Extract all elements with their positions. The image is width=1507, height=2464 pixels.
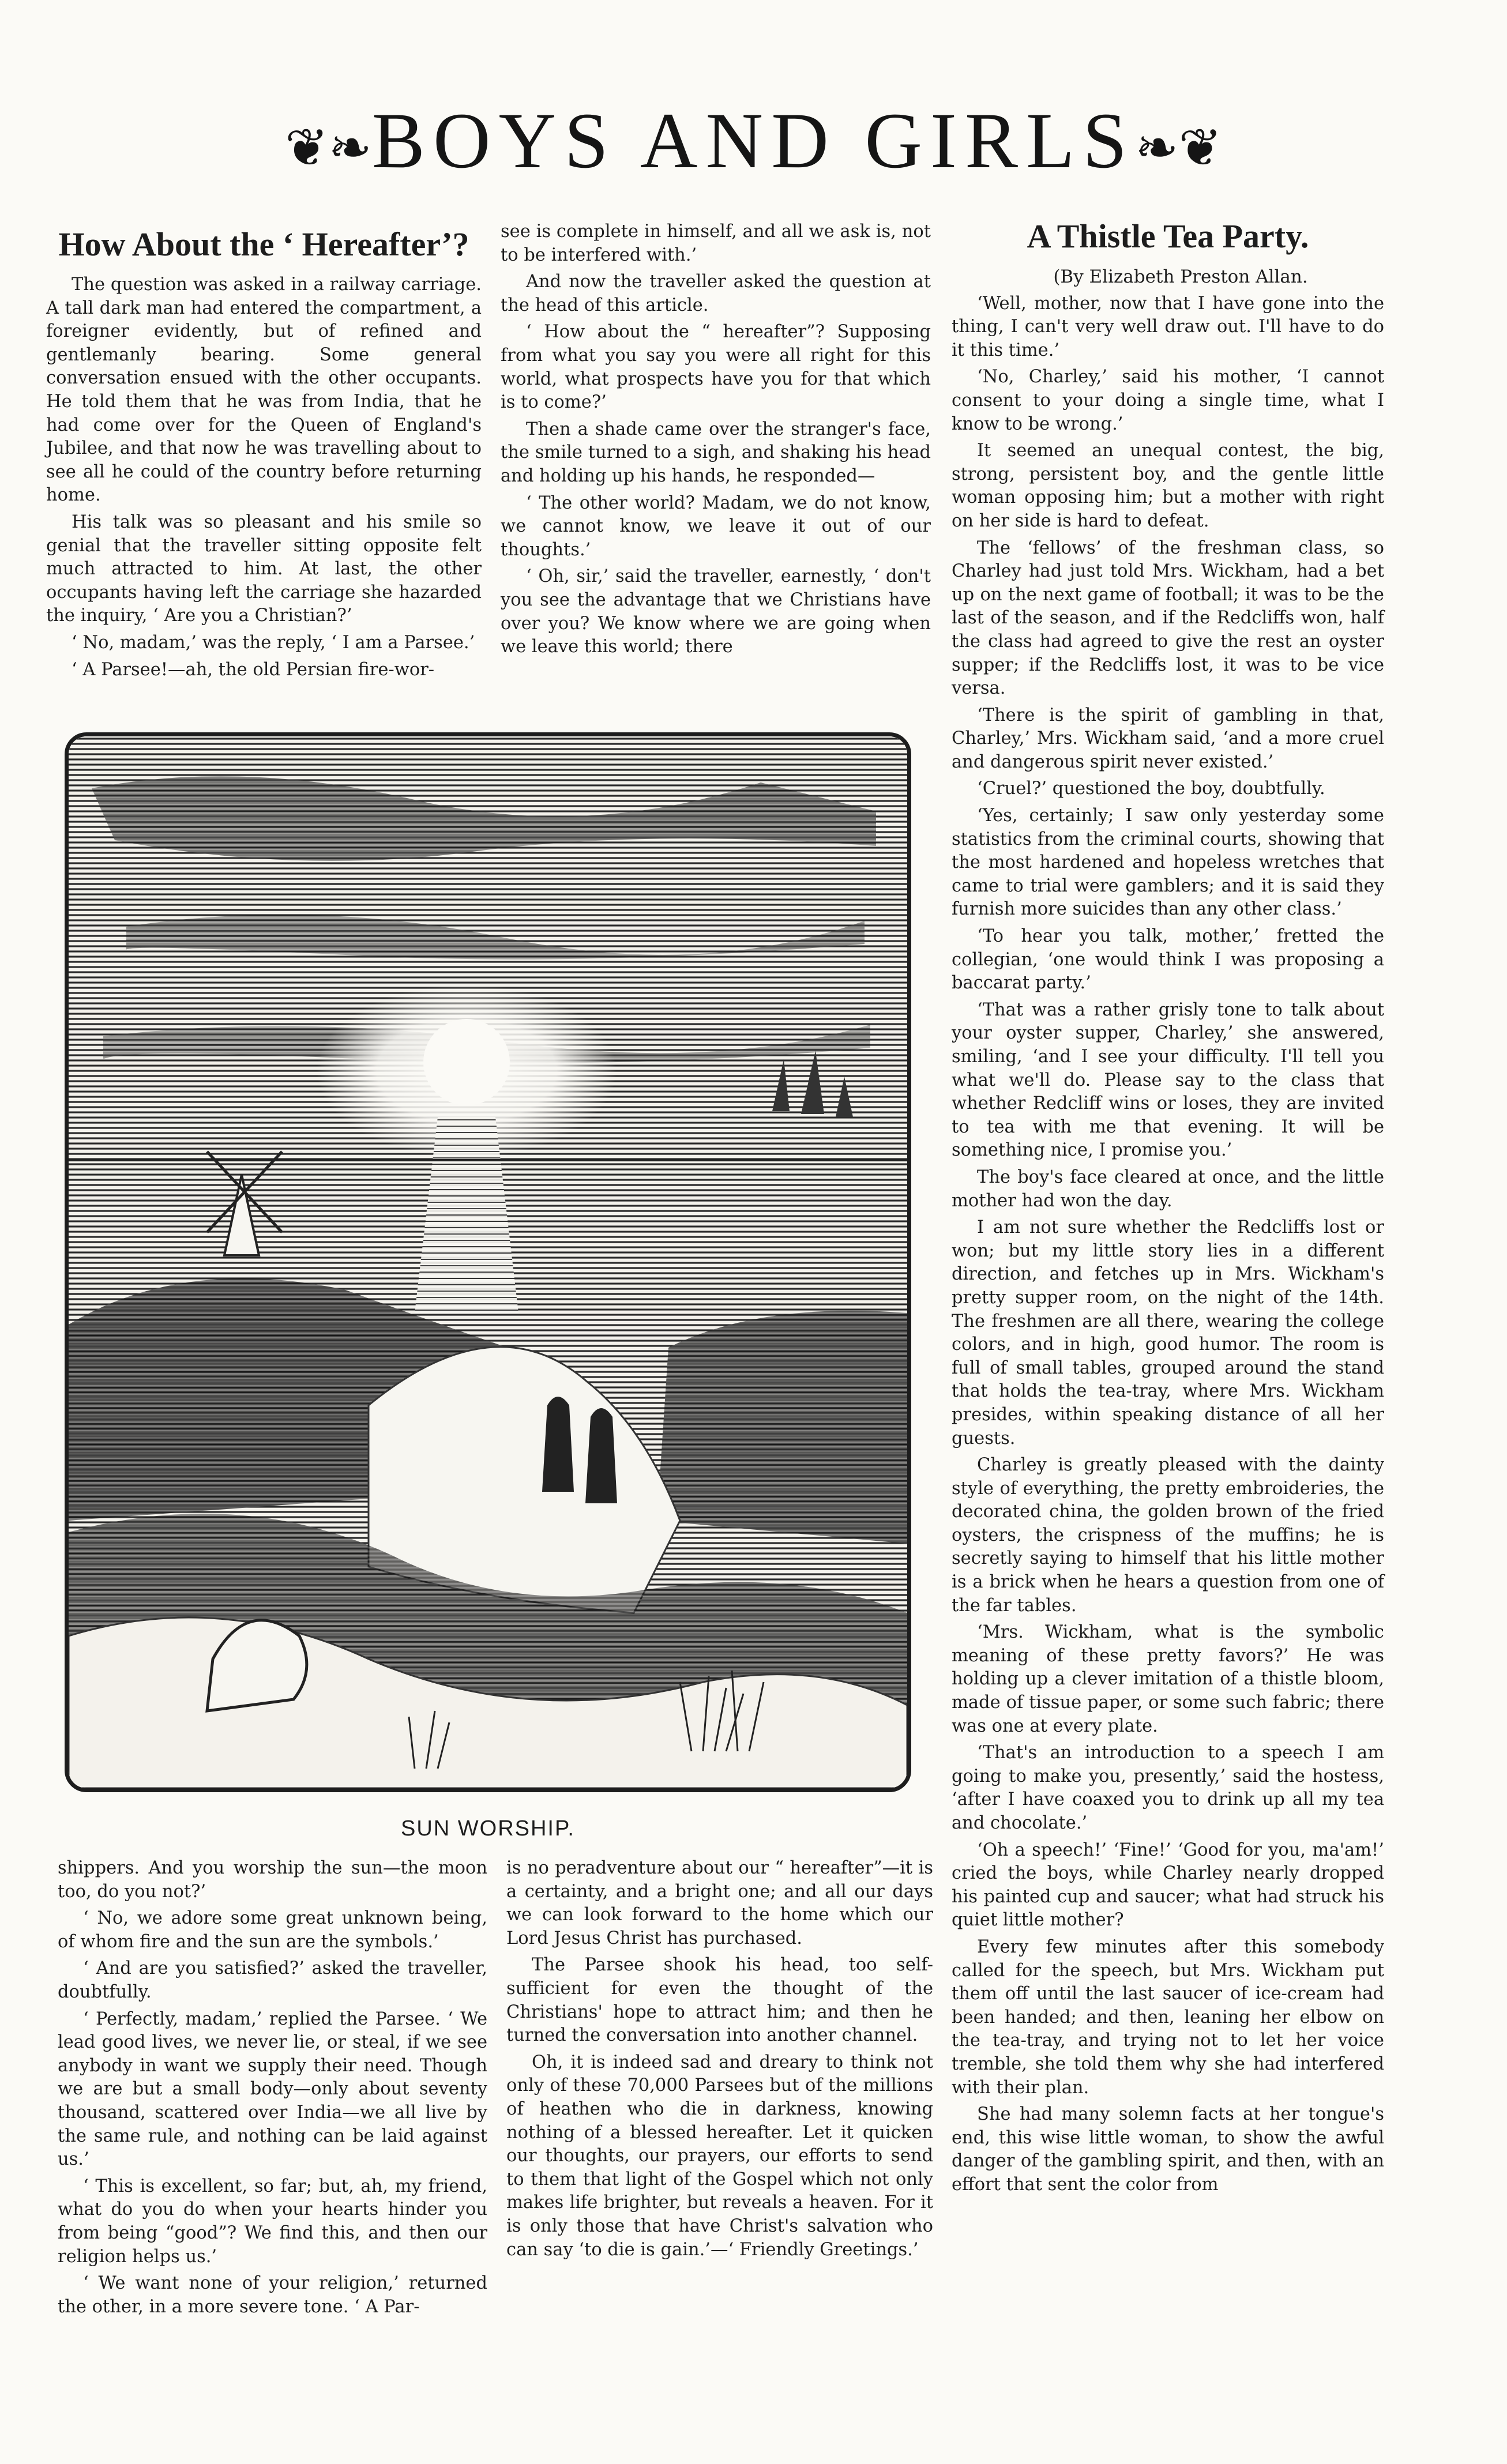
article2-paragraph: ‘Well, mother, now that I have gone into the thing, I can't very well draw out. I'll have to do it this time.’ bbox=[952, 293, 1384, 360]
article1-bottom-column-2 bbox=[506, 1857, 933, 2265]
article2-paragraph: The boy's face cleared at once, and the little mother had won the day. bbox=[952, 1167, 1384, 1211]
article1-paragraph: ‘ No, we adore some great unknown being, of whom fire and the sun are the symbols.’ bbox=[58, 1908, 487, 1952]
article2-paragraph: ‘That's an introduction to a speech I am going to make you, presently,’ said the hostess, ‘after I have coaxed you to drink up all my tea and chocolate.’ bbox=[952, 1743, 1384, 1833]
article2-paragraph: The ‘fellows’ of the freshman class, so Charley had just told Mrs. Wickham, had a bet up on the next game of football; it was to be the last of the season, and if the Redcliffs won, half the class had agreed to give the rest an oyster supper; if the Redcliffs lost, it was to be vice versa. bbox=[952, 537, 1384, 699]
article1-paragraph: ‘ And are you satisfied?’ asked the traveller, doubtfully. bbox=[58, 1958, 487, 2002]
article2-paragraph: Charley is greatly pleased with the dainty style of everything, the pretty embroideries, the decorated china, the golden brown of the fried oysters, the crispness of the muffins; he is secretly saying to himself that his little mother is a brick when he hears a question from one of the far tables. bbox=[952, 1455, 1384, 1616]
article1-paragraph: ‘ The other world? Madam, we do not know, we cannot know, we leave it out of our thoughts.’ bbox=[501, 492, 931, 560]
article1-paragraph: Then a shade came over the stranger's face, the smile turned to a sigh, and shaking his head and holding up his hands, he responded— bbox=[501, 419, 931, 486]
article1-paragraph: His talk was so pleasant and his smile so genial that the traveller sitting opposite felt much attracted to him. At last, the other occupants having left the carriage she hazarded the inquiry, ‘ Are you a Christian?’ bbox=[46, 511, 482, 626]
article2-paragraph: ‘Oh a speech!’ ‘Fine!’ ‘Good for you, ma'am!’ cried the boys, while Charley nearly dropped his painted cup and saucer; what had struck his quiet little mother? bbox=[952, 1839, 1384, 1931]
article1-paragraph: The Parsee shook his head, too self-sufficient for even the thought of the Christians' hope to attract him; and then he turned the conversation into another channel. bbox=[506, 1955, 933, 2046]
article1-paragraph: see is complete in himself, and all we ask is, not to be interfered with.’ bbox=[501, 221, 931, 265]
article1-top-column-1 bbox=[46, 226, 482, 685]
article1-title: How About the ‘ Hereafter’? bbox=[58, 225, 469, 263]
masthead-title: BOYS AND GIRLS bbox=[371, 96, 1136, 185]
article2-paragraph: Every few minutes after this somebody called for the speech, but Mrs. Wickham put them off until the last saucer of ice-cream had been handed; and then, leaning her elbow on the tea-tray, and trying not to let her voice tremble, she told them why she had interfered with their plan. bbox=[952, 1936, 1384, 2098]
article1-top-column-2 bbox=[501, 220, 931, 663]
article1-paragraph: ‘ How about the “ hereafter”? Supposing from what you say you were all right for this world, what prospects have you for that which is to come?’ bbox=[501, 322, 931, 413]
article1-paragraph: ‘ No, madam,’ was the reply, ‘ I am a Parsee.’ bbox=[72, 632, 475, 653]
illustration-caption: SUN WORSHIP. bbox=[400, 1816, 575, 1841]
article1-paragraph: The question was asked in a railway carriage. A tall dark man had entered the compartment, a foreigner evidently, but of refined and gentlemanly bearing. Some general conversation ensued with the other occupants. He told them that he was from India, that he had come over for the Queen of England's Jubilee, and that now he was travelling about to see all he could of the country before returning home. bbox=[46, 274, 482, 506]
article2-column bbox=[952, 218, 1384, 2200]
article2-paragraph: It seemed an unequal contest, the big, strong, persistent boy, and the gentle little woman opposing him; but a mother with right on her side is hard to defeat. bbox=[952, 441, 1384, 531]
article1-paragraph: And now the traveller asked the question at the head of this article. bbox=[501, 272, 931, 315]
article2-paragraph: ‘That was a rather grisly tone to talk about your oyster supper, Charley,’ she answered, smiling, ‘and I see your difficulty. I'll tell you what we'll do. Please say to the class that whether Redcliff wins or loses, they are invited to tea with me that evening. It will be something nice, I promise you.’ bbox=[952, 999, 1384, 1161]
article1-paragraph: ‘ A Parsee!—ah, the old Persian fire-wor- bbox=[72, 659, 435, 680]
article2-paragraph: ‘To hear you talk, mother,’ fretted the collegian, ‘one would think I was proposing a baccarat party.’ bbox=[952, 926, 1384, 994]
article2-byline: (By Elizabeth Preston Allan. bbox=[1053, 266, 1308, 287]
article1-paragraph: shippers. And you worship the sun—the moon too, do you not?’ bbox=[58, 1858, 487, 1902]
engraving-image bbox=[69, 736, 907, 1788]
article1-paragraph: Oh, it is indeed sad and dreary to think not only of these 70,000 Parsees but of the millions of heathen who die in darkness, knowing nothing of a blessed hereafter. Let it quicken our thoughts, our prayers, our efforts to send to them that light of the Gospel which not only makes life brighter, but reveals a heaven. For it is only those that have Christ's salvation who can say ‘to die is gain.’—‘ Friendly Greetings.’ bbox=[506, 2052, 933, 2260]
article2-title: A Thistle Tea Party. bbox=[1027, 217, 1309, 255]
article2-paragraph: ‘There is the spirit of gambling in that, Charley,’ Mrs. Wickham said, ‘and a more cruel and dangerous spirit never existed.’ bbox=[952, 705, 1384, 772]
article2-paragraph: She had many solemn facts at her tongue's end, this wise little woman, to show the awful danger of the gambling spirit, and then, with an effort that sent the color from bbox=[952, 2104, 1384, 2195]
right-ornament-icon: ❧❦ bbox=[1135, 120, 1222, 178]
article2-paragraph: ‘Cruel?’ questioned the boy, doubtfully. bbox=[977, 778, 1325, 799]
article1-bottom-column-1 bbox=[58, 1857, 487, 2322]
masthead bbox=[0, 96, 1507, 185]
article1-paragraph: ‘ Oh, sir,’ said the traveller, earnestly, ‘ don't you see the advantage that we Christians have over you? We know where we are going when we leave this world; there bbox=[501, 566, 931, 657]
crowd-right bbox=[657, 1311, 907, 1544]
article1-paragraph: is no peradventure about our “ hereafter”—it is a certainty, and a bright one; and all our days we can look forward to the home which our Lord Jesus Christ has purchased. bbox=[506, 1858, 933, 1948]
article2-paragraph: ‘Mrs. Wickham, what is the symbolic meaning of these pretty favors?’ He was holding up a clever imitation of a thistle bloom, made of tissue paper, or some such fabric; there was one at every plate. bbox=[952, 1622, 1384, 1736]
article1-paragraph: ‘ We want none of your religion,’ returned the other, in a more severe tone. ‘ A Par- bbox=[58, 2273, 487, 2317]
sun-worship-illustration bbox=[65, 732, 911, 1792]
article1-paragraph: ‘ Perfectly, madam,’ replied the Parsee. ‘ We lead good lives, we never lie, or steal, if we see anybody in want we supply their need. Though we are but a small body—only about seventy thousand, scattered over India—we all live by the same rule, and nothing can be laid against us.’ bbox=[58, 2008, 487, 2170]
sun-disc bbox=[423, 1019, 510, 1105]
article2-paragraph: ‘Yes, certainly; I saw only yesterday some statistics from the criminal courts, showing that the most hardened and hopeless wretches that came to trial were gamblers; and it is said they furnish more suicides than any other class.’ bbox=[952, 806, 1384, 920]
article2-paragraph: ‘No, Charley,’ said his mother, ‘I cannot consent to your doing a single time, what I know to be wrong.’ bbox=[952, 367, 1384, 434]
left-ornament-icon: ❦❧ bbox=[285, 120, 372, 178]
article2-paragraph: I am not sure whether the Redcliffs lost or won; but my little story lies in a different direction, and fetches up in Mrs. Wickham's pretty supper room, on the night of the 14th. The freshmen are all there, wearing the college colors, and in high, good humor. The room is full of small tables, grouped around the stand that holds the tea-tray, where Mrs. Wickham presides, within speaking distance of all her guests. bbox=[952, 1217, 1384, 1449]
article1-paragraph: ‘ This is excellent, so far; but, ah, my friend, what do you do when your hearts hinder you from being “good”? We find this, and then our religion helps us.’ bbox=[58, 2176, 487, 2267]
